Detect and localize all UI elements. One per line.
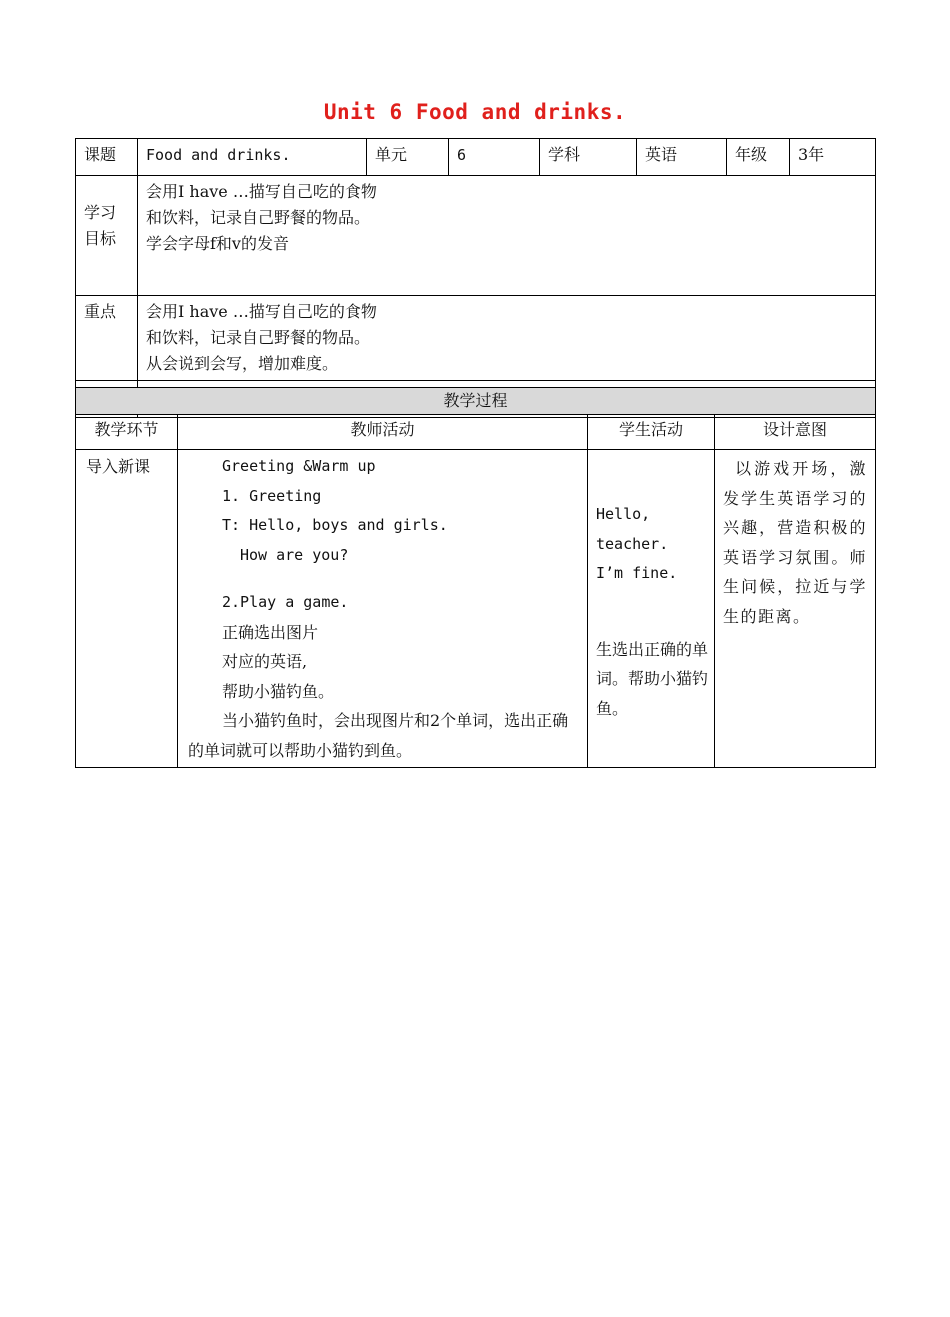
subject-label: 学科: [540, 139, 637, 176]
info-row-key-points: [76, 296, 876, 381]
teacher-paragraph: 当小猫钓鱼时，会出现图片和2个单词，选出正确的单词就可以帮助小猫钓到鱼。: [188, 711, 569, 760]
topic-label: 课题: [76, 139, 138, 176]
student-line-2: teacher.: [596, 534, 669, 553]
page-title: Unit 6 Food and drinks.: [323, 100, 627, 124]
teacher-line-1: Greeting &Warm up: [222, 457, 376, 475]
teacher-activity-cell: [178, 450, 588, 768]
teacher-line-5: 2.Play a game.: [222, 593, 349, 611]
student-paragraph: 生选出正确的单词。帮助小猫钓鱼。: [596, 639, 709, 718]
lesson-info-table: [75, 138, 876, 418]
teacher-line-8: 帮助小猫钓鱼。: [222, 681, 335, 701]
grade-label: 年级: [727, 139, 790, 176]
info-row-topic: [76, 139, 876, 176]
column-teacher-activity: 教师活动: [178, 415, 588, 450]
student-activity-cell: [588, 450, 715, 768]
goals-label-line-1: 学习: [84, 203, 117, 222]
process-header-row: [76, 388, 876, 415]
goals-line-1: 会用I have …描写自己吃的食物: [146, 182, 377, 201]
teacher-line-2: 1. Greeting: [222, 486, 322, 505]
key-line-3: 从会说到会写，增加难度。: [146, 354, 339, 373]
goals-label: [76, 176, 138, 296]
info-row-goals: [76, 176, 876, 296]
goals-label-line-2: 目标: [84, 229, 117, 248]
teacher-line-6: 正确选出图片: [222, 622, 319, 642]
key-content: [138, 296, 876, 381]
column-design-intent: 设计意图: [715, 415, 876, 450]
key-label: 重点: [76, 296, 138, 381]
goals-content: [138, 176, 876, 296]
process-columns-row: [76, 415, 876, 450]
teaching-process-table: [75, 387, 876, 768]
process-row-intro: [76, 450, 876, 768]
stage-cell: [76, 450, 178, 768]
subject-value: 英语: [637, 139, 727, 176]
unit-value: 6: [449, 139, 540, 176]
unit-label: 单元: [367, 139, 449, 176]
column-stage: 教学环节: [76, 415, 178, 450]
student-line-3: I’m fine.: [596, 564, 678, 582]
design-intent-text: 以游戏开场，激发学生英语学习的兴趣，营造积极的英语学习氛围。师生问候，拉近与学生的距离。: [723, 459, 868, 626]
teacher-line-4: How are you?: [240, 545, 349, 564]
goals-line-3: 学会字母f和v的发音: [146, 234, 289, 253]
student-line-1: Hello,: [596, 505, 651, 523]
process-header: 教学过程: [76, 388, 876, 415]
grade-value: 3年: [790, 139, 876, 176]
column-student-activity: 学生活动: [588, 415, 715, 450]
stage-name: 导入新课: [86, 457, 151, 476]
goals-line-2: 和饮料，记录自己野餐的物品。: [146, 208, 371, 227]
teacher-line-3: T: Hello, boys and girls.: [222, 516, 448, 534]
topic-value: Food and drinks.: [138, 139, 367, 176]
key-line-2: 和饮料，记录自己野餐的物品。: [146, 328, 371, 347]
teacher-line-7: 对应的英语,: [222, 652, 308, 671]
design-intent-cell: [715, 450, 876, 768]
key-line-1: 会用I have …描写自己吃的食物: [146, 302, 377, 321]
